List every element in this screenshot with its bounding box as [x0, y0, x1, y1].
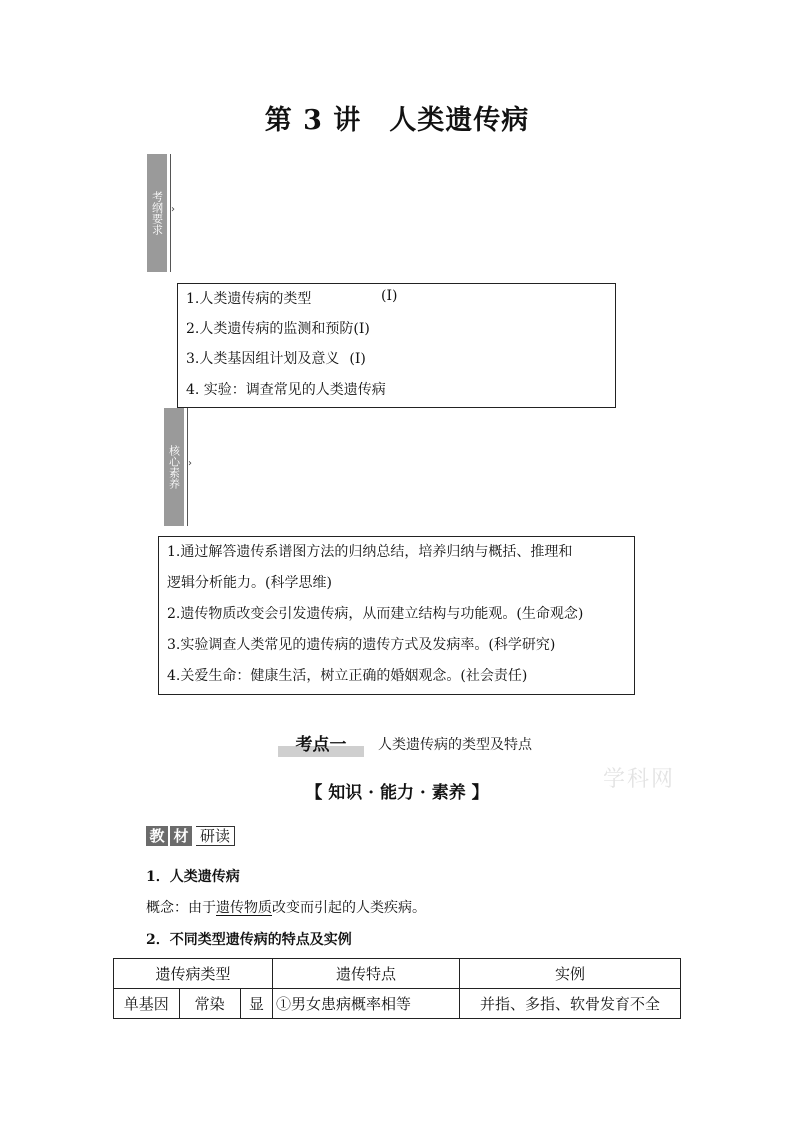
underlined-term: 遗传物质: [216, 900, 272, 916]
tab-exam-requirements: [147, 154, 167, 272]
item-heading: 2．不同类型遗传病的特点及实例: [146, 932, 352, 948]
table-cell: 并指、多指、软骨发育不全: [460, 989, 681, 1019]
textbook-reading-badge: [146, 826, 235, 846]
page-title: 第 3 讲 人类遗传病: [264, 105, 530, 136]
table-cell: 单基因: [114, 989, 180, 1019]
table-cell: 常染: [179, 989, 240, 1019]
badge-rest: 研读: [196, 826, 235, 846]
table-cell: 显: [240, 989, 272, 1019]
literacy-line: 1.通过解答遗传系谱图方法的归纳总结，培养归纳与概括、推理和: [167, 544, 573, 560]
table-header-row: [114, 959, 681, 989]
literacy-box: [158, 536, 635, 695]
badge-char: 材: [170, 826, 192, 846]
tab-core-literacy: [164, 408, 184, 526]
literacy-line: 4.关爱生命：健康生活，树立正确的婚姻观念。(社会责任): [167, 668, 528, 684]
requirement-item: 2.人类遗传病的监测和预防(Ⅰ): [186, 321, 370, 337]
disease-types-table: [113, 958, 681, 1019]
section-title: 人类遗传病的类型及特点: [378, 737, 532, 753]
concept-line: 概念：由于遗传物质改变而引起的人类疾病。: [146, 900, 426, 916]
literacy-line: 3.实验调查人类常见的遗传病的遗传方式及发病率。(科学研究): [167, 637, 556, 653]
table-header: 实例: [460, 959, 681, 989]
table-header: 遗传特点: [273, 959, 460, 989]
table-cell: ①男女患病概率相等: [273, 989, 460, 1019]
watermark: 学科网: [603, 767, 676, 792]
chevron-right-icon: ›: [171, 204, 175, 215]
badge-char: 教: [146, 826, 168, 846]
chevron-right-icon: ›: [188, 458, 192, 469]
requirement-item: 1.人类遗传病的类型 (Ⅰ): [186, 288, 398, 307]
requirement-item: 4. 实验：调查常见的人类遗传病: [186, 382, 386, 398]
tab-exam-requirements-label: 考纲要求: [150, 191, 164, 235]
literacy-line: 2.遗传物质改变会引发遗传病，从而建立结构与功能观。(生命观念): [167, 606, 584, 622]
requirements-box: [177, 283, 616, 408]
subheading: 【 知识 · 能力 · 素养 】: [305, 783, 489, 803]
item-heading: 1．人类遗传病: [146, 869, 240, 885]
table-row: [114, 989, 681, 1019]
tab-core-literacy-label: 核心素养: [167, 445, 181, 489]
table-header: 遗传病类型: [114, 959, 273, 989]
literacy-line: 逻辑分析能力。(科学思维): [167, 575, 332, 591]
requirement-item: 3.人类基因组计划及意义 (Ⅰ): [186, 351, 366, 367]
section-label: 考点一: [278, 733, 364, 757]
